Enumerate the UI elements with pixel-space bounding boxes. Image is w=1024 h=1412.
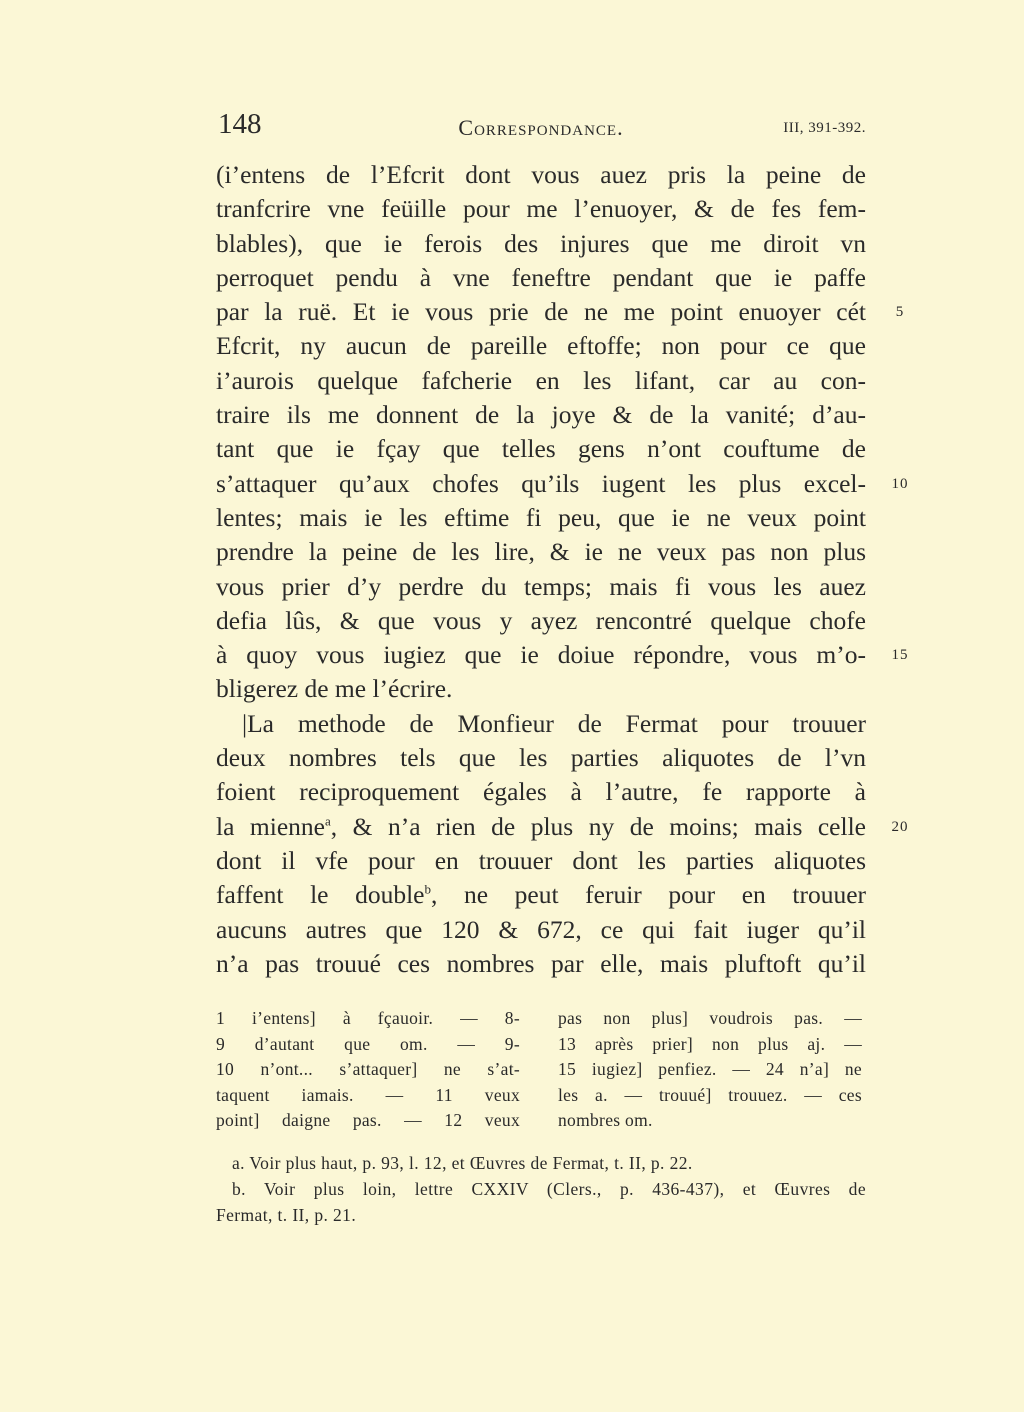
- footnote-b: b. Voir plus loin, lettre CXXIV (Clers., p. 436-437), et Œuvres de: [232, 1179, 866, 1199]
- variant-line: 10 n’ont... s’attaquer] ne s’at-: [216, 1059, 520, 1080]
- footnotes: [216, 1150, 866, 1228]
- text-line: lentes; mais ie les eftime fi peu, que ie ne veux point: [216, 502, 866, 532]
- text-line: traire ils me donnent de la joye & de la vanité; d’au-: [216, 400, 866, 430]
- running-head: [216, 108, 866, 148]
- text-line: i’aurois quelque fafcherie en les lifant, car au con-: [216, 365, 866, 395]
- text-line: n’a pas trouué ces nombres par elle, mais pluftoft qu’il: [216, 948, 866, 978]
- text-line: tranfcrire vne feüille pour me l’enuoyer, & de fes fem-: [216, 194, 866, 224]
- text-line: s’attaquer qu’aux chofes qu’ils iugent les plus excel-: [216, 468, 866, 498]
- text-line: defia lûs, & que vous y ayez rencontré quelque chofe: [216, 605, 866, 635]
- text-line: bligerez de me l’écrire.: [216, 674, 453, 704]
- variant-line: taquent iamais. — 11 veux: [216, 1084, 520, 1105]
- variant-line: 1 i’entens] à fçauoir. — 8-: [216, 1008, 520, 1028]
- variant-line: 9 d’autant que om. — 9-: [216, 1033, 520, 1054]
- variant-line: 15 iugiez] penfiez. — 24 n’a] ne: [558, 1059, 862, 1080]
- footnote-a: a. Voir plus haut, p. 93, l. 12, et Œuvres de Fermat, t. II, p. 22.: [232, 1153, 693, 1173]
- page-number: 148: [218, 108, 262, 140]
- footnote-b-continued: Fermat, t. II, p. 21.: [216, 1205, 357, 1225]
- footnote-ref-a: a: [324, 813, 331, 829]
- text-line: Efcrit, ny aucun de pareille eftoffe; non pour ce que: [216, 331, 866, 361]
- variant-line: nombres om.: [558, 1110, 653, 1131]
- text-line: foient reciproquement égales à l’autre, fe rapporte à: [216, 777, 866, 807]
- variant-line: 13 après prier] non plus aj. —: [558, 1033, 862, 1054]
- text-line: |La methode de Monfieur de Fermat pour trouuer: [242, 708, 866, 738]
- text-line: perroquet pendu à vne feneftre pendant que ie paffe: [216, 262, 866, 292]
- letter-body: [216, 158, 866, 981]
- text-fragment: , & n’a rien de plus ny de moins; mais celle: [330, 811, 866, 841]
- text-line: prendre la peine de les lire, & ie ne veux pas non plus: [216, 537, 866, 567]
- variant-line: pas non plus] voudrois pas. —: [558, 1008, 862, 1028]
- text-line: deux nombres tels que les parties aliquotes de l’vn: [216, 743, 866, 773]
- text-line: blables), que ie ferois des injures que me diroit vn: [216, 228, 866, 258]
- text-line: par la ruë. Et ie vous prie de ne me point enuoyer cét: [216, 297, 866, 327]
- text-line-with-note-a: [216, 810, 866, 844]
- text-line: vous prier d’y perdre du temps; mais fi vous les auez: [216, 571, 866, 601]
- variant-line: les a. — trouué] trouuez. — ces: [558, 1084, 862, 1105]
- text-line: aucuns autres que 120 & 672, ce qui fait iuger qu’il: [216, 914, 866, 944]
- variants-right-column: [558, 1006, 862, 1134]
- line-number: 10: [891, 475, 909, 492]
- text-fragment: , ne peut feruir pour en trouuer: [431, 880, 867, 910]
- text-fragment: faffent le double: [216, 880, 425, 910]
- variants-left-column: [216, 1006, 520, 1134]
- line-number: 5: [895, 304, 905, 321]
- text-line: à quoy vous iugiez que ie doiue répondre, vous m’o-: [216, 640, 866, 670]
- line-number: 15: [891, 647, 909, 664]
- text-line: dont il vfe pour en trouuer dont les parties aliquotes: [216, 845, 866, 875]
- running-title: Correspondance.: [458, 115, 624, 140]
- text-line: (i’entens de l’Efcrit dont vous auez pris la peine de: [216, 160, 866, 189]
- text-fragment: la mienne: [216, 811, 325, 841]
- variant-line: point] daigne pas. — 12 veux: [216, 1110, 520, 1131]
- text-line: tant que ie fçay que telles gens n’ont couftume de: [216, 434, 866, 464]
- volume-reference: III, 391-392.: [783, 120, 866, 136]
- text-line-with-note-b: [216, 878, 866, 912]
- line-number: 20: [891, 818, 909, 835]
- footnote-ref-b: b: [424, 881, 431, 897]
